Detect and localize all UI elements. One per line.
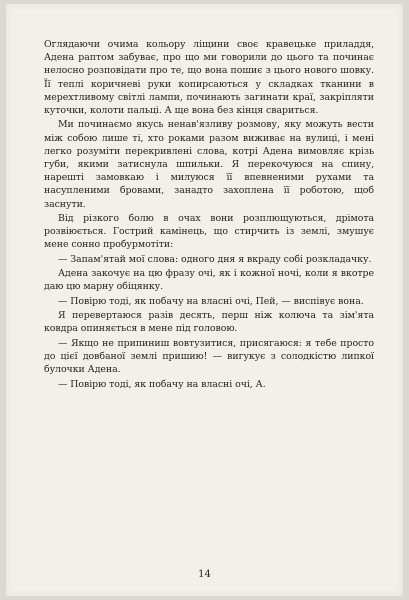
paragraph-9: — Повірю тоді, як побачу на власні очі, А. [58, 378, 266, 390]
paragraph-6: — Повірю тоді, як побачу на власні очі, Пей, — виспівує вона. [58, 295, 364, 307]
paragraph-4: — Запам'ятай мої слова: одного дня я вкраду собі розкладачку. [58, 253, 372, 265]
paragraph-1: Оглядаючи очима кольору ліщини своє кравецьке приладдя, Адена раптом забуває, про що ми говорили до цього та починає нелосно розповідати про те, що вона пошиє з цього нового шовку. Її теплі коричневі руки копирсаються у складках тканини в мерехтливому світлі лампи, починають загинати краї, закріпляти куточки, колоти пальці. А ще вона без кінця свариться. [44, 39, 374, 117]
page-body-text [44, 38, 374, 392]
paragraph-8: — Якщо не припиниш вовтузитися, присягаюся: я тебе просто до цієї довбаної землі пришию! — вигукує з солодкістю липкої булочки Адена. [44, 337, 374, 376]
paragraph-2: Ми починаємо якусь ненав'язливу розмову, яку можуть вести між собою лише ті, хто роками разом виживає на вулиці, і мені легко розуміти перекривлені слова, котрі Адена вимовляє крізь губи, якими затиснула шпильки. Я перекочуюся на спину, нарешті замовкаю і милуюся її впевненими рухами та насупленими бровами, занадто захоплена її роботою, щоб заснути. [44, 119, 374, 210]
book-page [6, 4, 403, 596]
page-number: 14 [198, 569, 211, 580]
paragraph-3: Від різкого болю в очах вони розплющуються, дрімота розвіюється. Гострий камінець, що стирчить із землі, змушує мене сонно пробурмотіти: [44, 213, 374, 251]
paragraph-5: Адена закочує на цю фразу очі, як і кожної ночі, коли я вкотре даю цю марну обіцянку. [44, 268, 374, 293]
paragraph-7: Я перевертаюся разів десять, перш ніж колюча та зім'ята ковдра опиняється в мене під головою. [44, 310, 374, 335]
